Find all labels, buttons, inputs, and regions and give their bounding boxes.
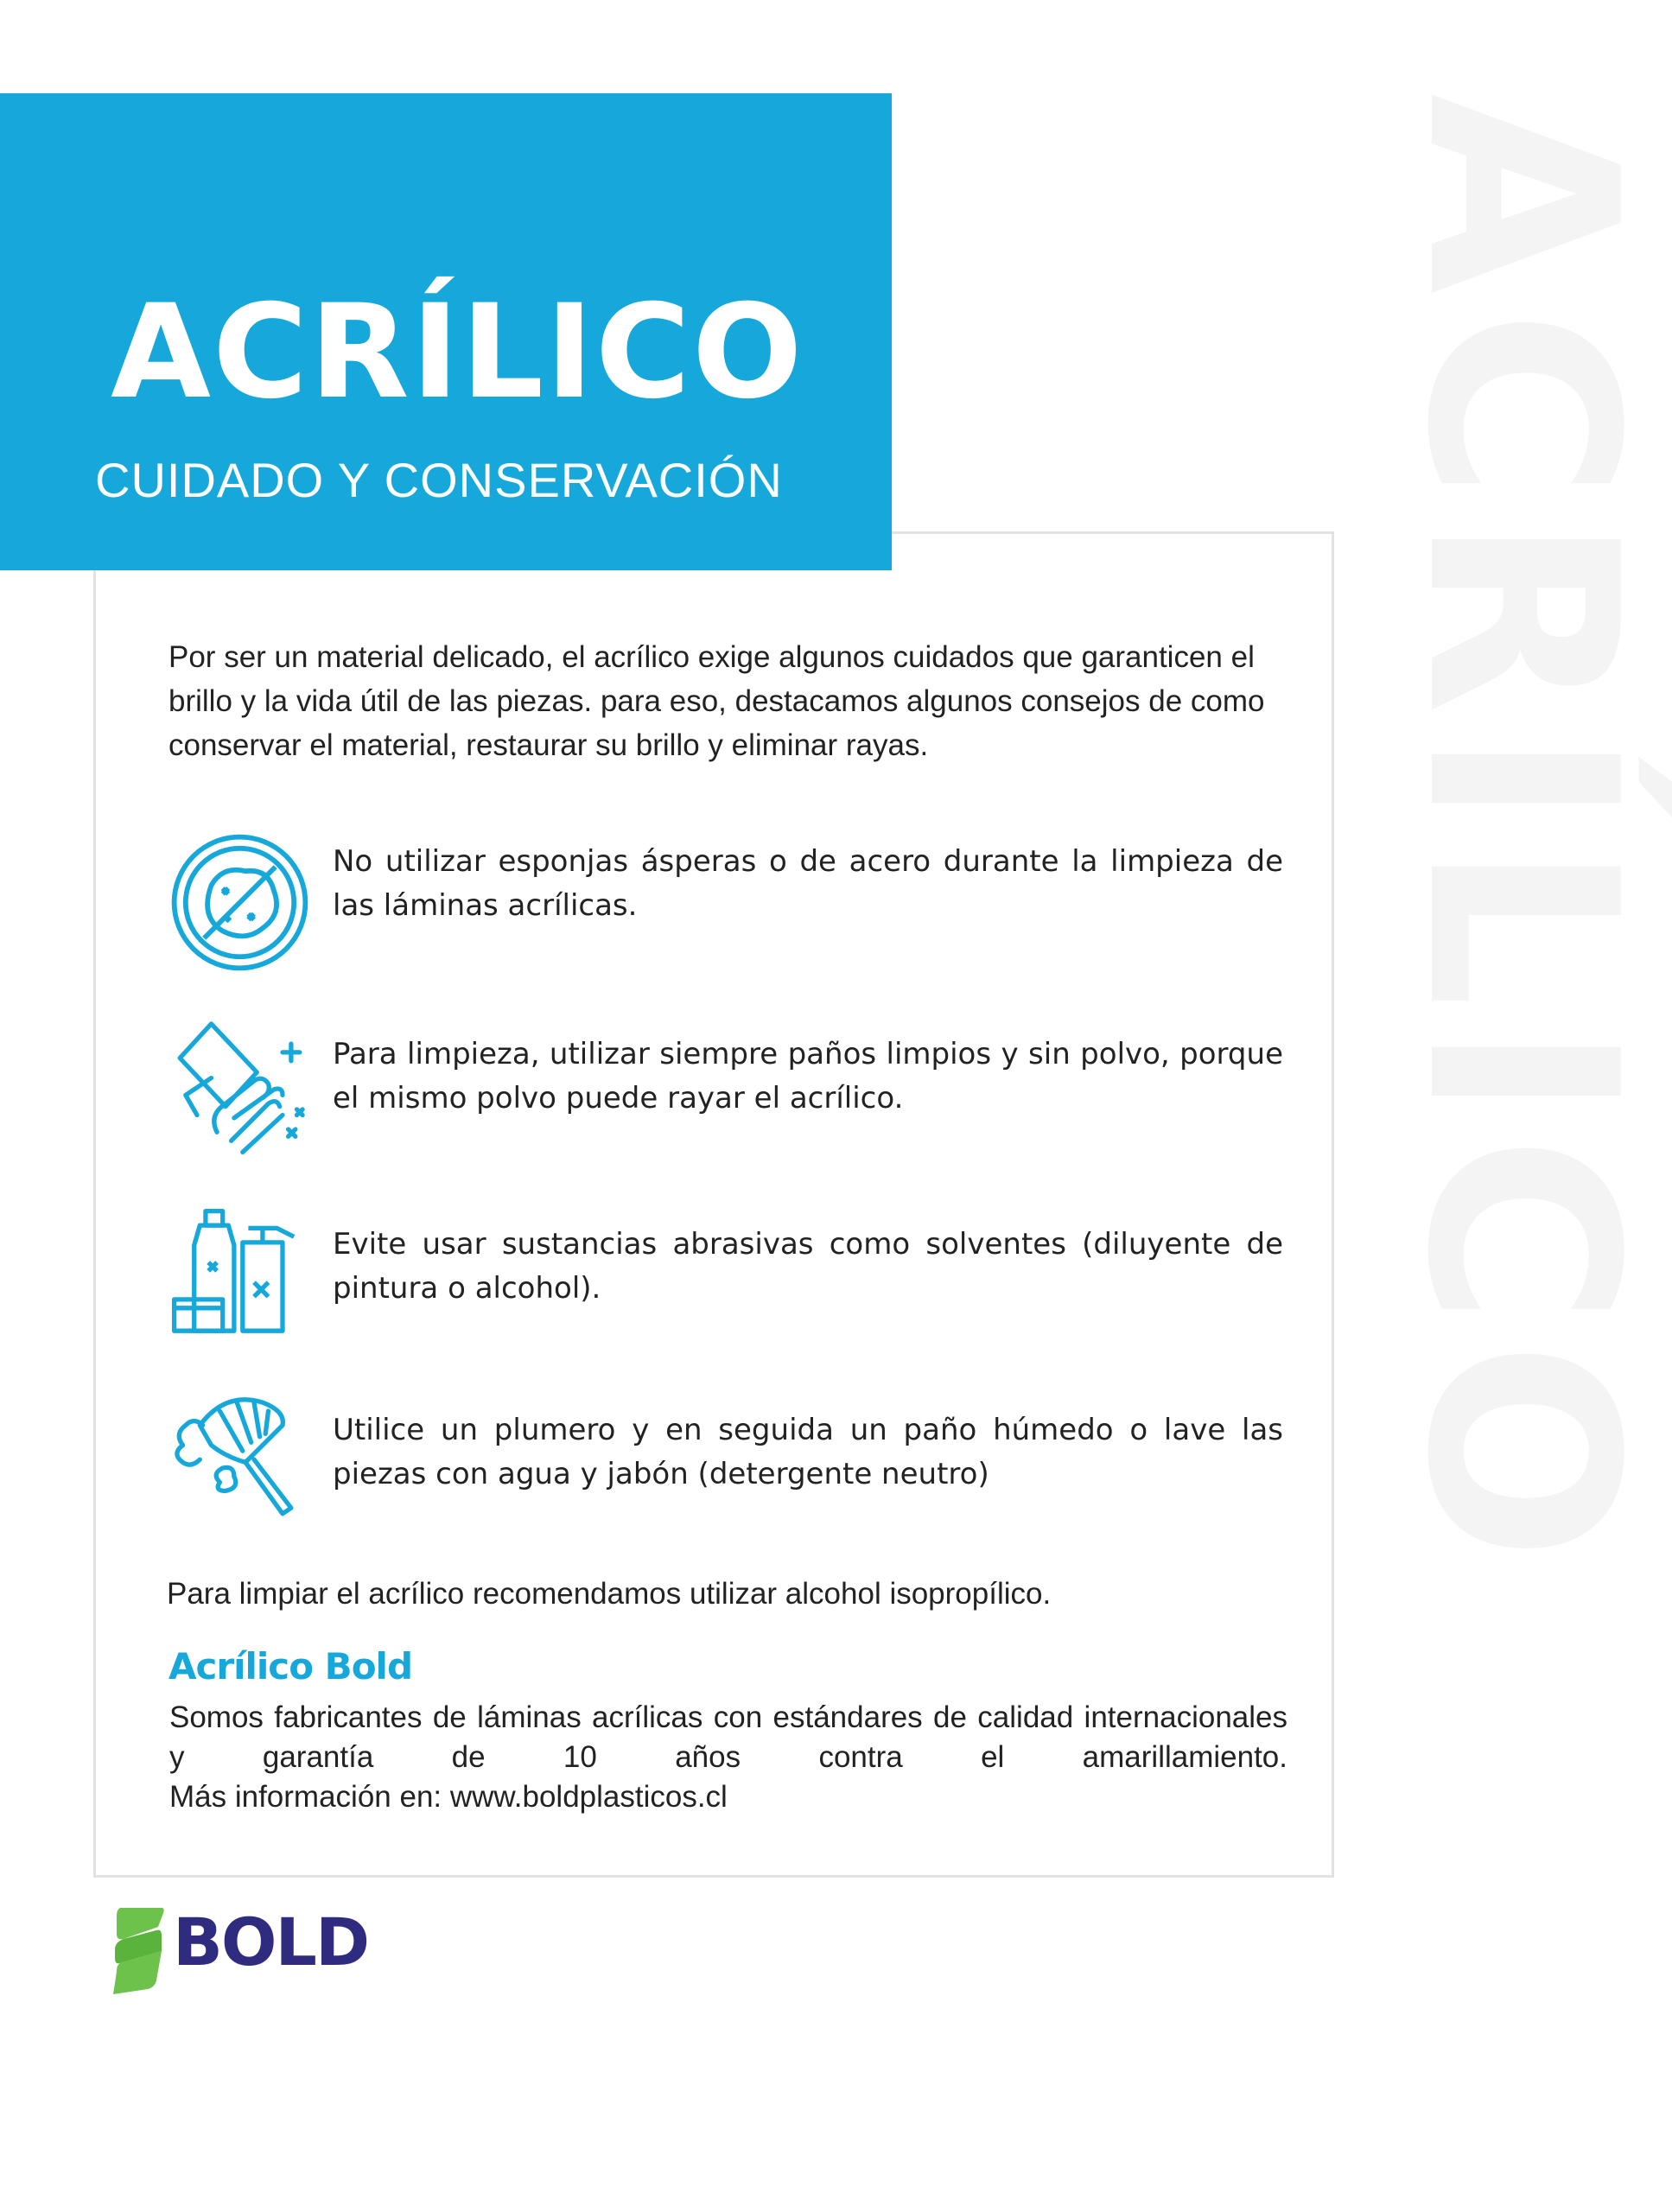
tip-item [168, 831, 1292, 978]
tip-text: Evite usar sustancias abrasivas como solventes (diluyente de pintura o alcohol). [333, 1227, 1283, 1306]
tip-item [168, 1015, 1292, 1162]
tip-text: Para limpieza, utilizar siempre paños limpios y sin polvo, porque el mismo polvo puede rayar el acrílico. [333, 1037, 1283, 1116]
no-sponge-icon [168, 831, 311, 974]
logo-wordmark: BOLD [173, 1904, 369, 1980]
watermark-text: ACRÍLICO [1370, 93, 1672, 1577]
chemical-bottles-icon [168, 1205, 311, 1348]
tip-text: No utilizar esponjas ásperas o de acero durante la limpieza de las láminas acrílicas. [333, 844, 1283, 923]
feather-duster-icon [168, 1382, 311, 1525]
bold-logo-mark-icon [108, 1901, 168, 1996]
brand-heading: Acrílico Bold [168, 1645, 413, 1688]
bold-logo [108, 1901, 367, 1996]
page-title: ACRÍLICO [111, 277, 804, 428]
brand-description-main: Somos fabricantes de láminas acrílicas con estándares de calidad internacionales y garantía de 10 años contra el amarillamiento. [169, 1700, 1287, 1774]
background-watermark [1370, 93, 1672, 2115]
brand-description [169, 1698, 1287, 1817]
tip-text: Utilice un plumero y en seguida un paño húmedo o lave las piezas con agua y jabón (detergente neutro) [333, 1413, 1283, 1491]
page-subtitle: CUIDADO Y CONSERVACIÓN [95, 453, 783, 507]
hero-banner [0, 93, 892, 570]
intro-paragraph: Por ser un material delicado, el acrílico exige algunos cuidados que garanticen el brillo y la vida útil de las piezas. para eso, destacamos algunos consejos de como conservar el material, restaurar su brillo y eliminar rayas. [168, 640, 1265, 762]
brand-more-info: Más información en: www.boldplasticos.cl [169, 1780, 728, 1814]
closing-note: Para limpiar el acrílico recomendamos utilizar alcohol isopropílico. [167, 1577, 1052, 1611]
tip-item [168, 1382, 1292, 1529]
cleaning-cloth-icon [168, 1015, 311, 1158]
tip-item [168, 1205, 1292, 1352]
